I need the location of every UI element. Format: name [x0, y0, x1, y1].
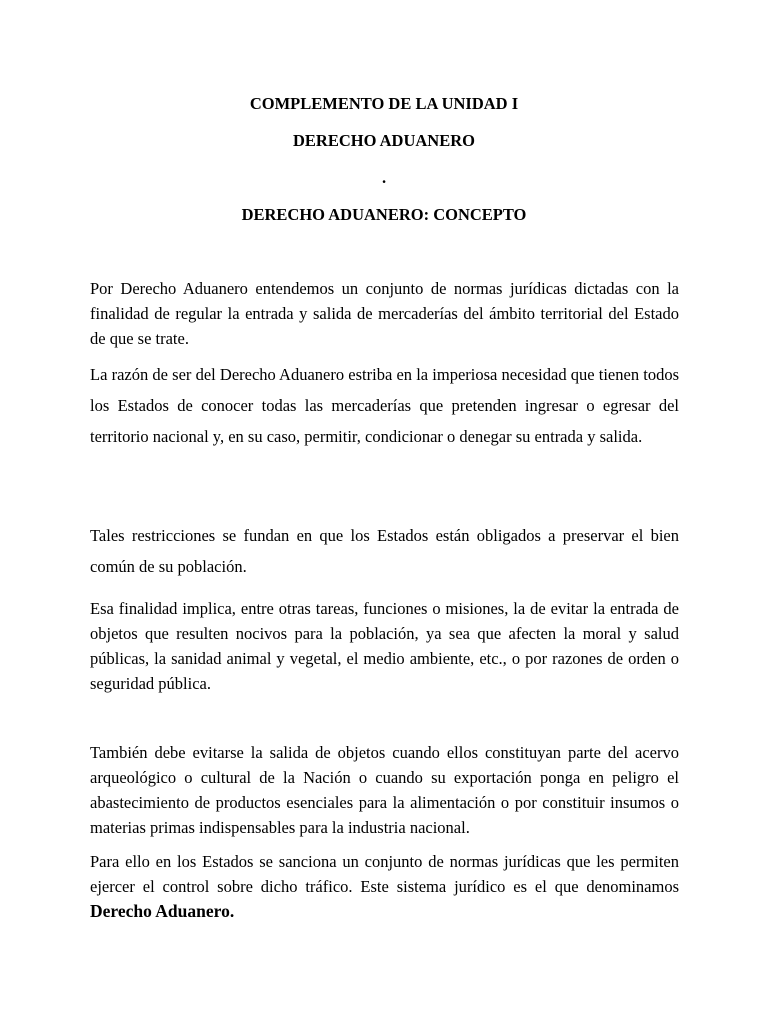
paragraph-6-text: Para ello en los Estados se sanciona un conjunto de normas jurídicas que les permiten ejercer el control sobre dicho tráfico. Este sistema jurídico es el que denominamos: [90, 852, 679, 896]
paragraph-5: También debe evitarse la salida de objetos cuando ellos constituyan parte del acervo arqueológico o cultural de la Nación o cuando su exportación ponga en peligro el abastecimiento de productos esenciales para la alimentación o por constituir insumos o materias primas indispensables para la industria nacional.: [90, 743, 679, 837]
paragraph-2: La razón de ser del Derecho Aduanero estriba en la imperiosa necesidad que tienen todos los Estados de conocer todas las mercaderías que pretenden ingresar o egresar del territorio nacional y, en su caso, permitir, condicionar o denegar su entrada y salida.: [90, 365, 679, 446]
document-subtitle: DERECHO ADUANERO: [293, 131, 475, 150]
paragraph-4: Esa finalidad implica, entre otras tareas, funciones o misiones, la de evitar la entrada de objetos que resulten nocivos para la población, ya sea que afecten la moral y salud públicas, la sanidad animal y vegetal, el medio ambiente, etc., o por razones de orden o seguridad pública.: [90, 599, 679, 693]
document-title: COMPLEMENTO DE LA UNIDAD I: [249, 94, 519, 113]
emphasis-derecho-aduanero: Derecho Aduanero.: [90, 901, 235, 921]
paragraph-1: Por Derecho Aduanero entendemos un conjunto de normas jurídicas dictadas con la finalidad de regular la entrada y salida de mercaderías del ámbito territorial del Estado de que se trate.: [90, 279, 679, 348]
paragraph-6: [90, 849, 679, 924]
section-heading: DERECHO ADUANERO: CONCEPTO: [241, 205, 527, 224]
paragraph-3: Tales restricciones se fundan en que los Estados están obligados a preservar el bien común de su población.: [90, 526, 679, 576]
separator-dot: .: [381, 168, 387, 187]
